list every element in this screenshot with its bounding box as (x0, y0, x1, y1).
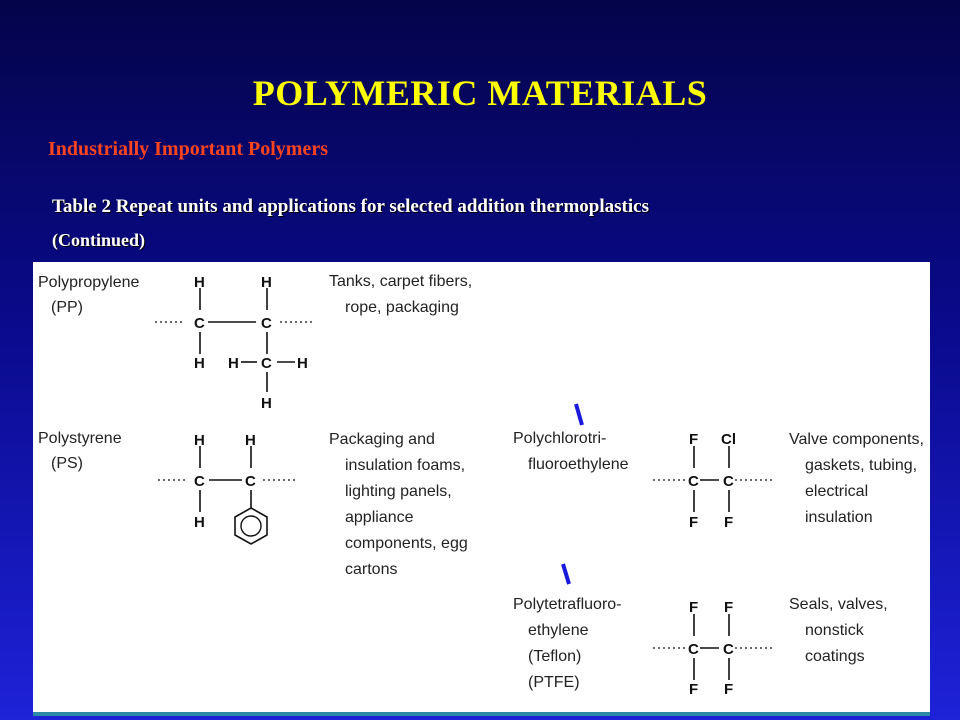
pp-abbrev: (PP) (51, 299, 83, 316)
pctfe-uses-1: Valve components, (789, 431, 924, 448)
slide-title: POLYMERIC MATERIALS (252, 73, 708, 113)
pointer-arrow-icon (563, 564, 569, 584)
ptfe-uses-1: Seals, valves, (789, 596, 888, 613)
polymer-table-drawing (33, 262, 930, 712)
pp-atom-c3: C (261, 355, 272, 372)
ptfe-name-1: Polytetrafluoro- (513, 596, 622, 613)
pctfe-atom-c2: C (723, 473, 734, 490)
pctfe-uses-3: electrical (805, 483, 869, 500)
ptfe-atom-f2: F (724, 599, 734, 616)
ps-uses-3: lighting panels, (345, 483, 452, 500)
ptfe-atom-f3: F (689, 681, 699, 698)
pp-atom-h2: H (261, 274, 272, 291)
pctfe-atom-f1: F (689, 431, 699, 448)
pp-structure (155, 274, 313, 412)
ps-atom-h2: H (245, 432, 256, 449)
pp-uses-2: rope, packaging (345, 299, 459, 316)
pctfe-uses-4: insulation (805, 509, 873, 526)
pctfe-atom-f2: F (689, 514, 699, 531)
ptfe-uses-2: nonstick (805, 622, 864, 639)
pp-atom-h6: H (261, 395, 272, 412)
pctfe-name-1: Polychlorotri- (513, 430, 607, 447)
pctfe-row (513, 404, 924, 531)
pctfe-atom-c1: C (688, 473, 699, 490)
pp-atom-h4: H (228, 355, 239, 372)
ps-uses-1: Packaging and (329, 431, 435, 448)
ps-abbrev: (PS) (51, 455, 83, 472)
ps-uses-6: cartons (345, 561, 398, 578)
pp-atom-h3: H (194, 355, 205, 372)
pp-uses-1: Tanks, carpet fibers, (329, 273, 473, 290)
pp-atom-h1: H (194, 274, 205, 291)
ps-structure (158, 432, 295, 544)
pp-atom-c2: C (261, 315, 272, 332)
slide-subtitle: Industrially Important Polymers (48, 138, 328, 160)
ps-atom-c2: C (245, 473, 256, 490)
ptfe-row (513, 564, 888, 698)
table-caption: Table 2 Repeat units and applications for selected addition thermoplastics (52, 196, 649, 217)
ptfe-name-4: (PTFE) (528, 674, 580, 691)
ptfe-uses-3: coatings (805, 648, 865, 665)
pp-atom-h5: H (297, 355, 308, 372)
ps-name: Polystyrene (38, 430, 122, 447)
ps-uses-2: insulation foams, (345, 457, 466, 474)
pctfe-structure (653, 431, 773, 531)
pctfe-atom-cl: Cl (721, 431, 736, 448)
polymer-table (33, 262, 930, 716)
pctfe-atom-f3: F (724, 514, 734, 531)
ptfe-name-3: (Teflon) (528, 648, 582, 665)
ps-atom-h3: H (194, 514, 205, 531)
ps-row (38, 430, 468, 578)
ps-atom-c1: C (194, 473, 205, 490)
ps-atom-h1: H (194, 432, 205, 449)
pp-row (38, 273, 472, 412)
ptfe-atom-c1: C (688, 641, 699, 658)
ptfe-name-2: ethylene (528, 622, 589, 639)
pctfe-name-2: fluoroethylene (528, 456, 629, 473)
pctfe-uses-2: gaskets, tubing, (805, 457, 918, 474)
ptfe-atom-c2: C (723, 641, 734, 658)
ptfe-structure (653, 599, 773, 698)
ps-uses-5: components, egg (345, 535, 468, 552)
pp-atom-c1: C (194, 315, 205, 332)
benzene-ring-icon (235, 508, 267, 544)
table-caption-continued: (Continued) (52, 230, 146, 250)
ps-uses-4: appliance (345, 509, 414, 526)
ptfe-atom-f1: F (689, 599, 699, 616)
pp-name: Polypropylene (38, 274, 140, 291)
ptfe-atom-f4: F (724, 681, 734, 698)
pointer-arrow-icon (576, 404, 582, 425)
